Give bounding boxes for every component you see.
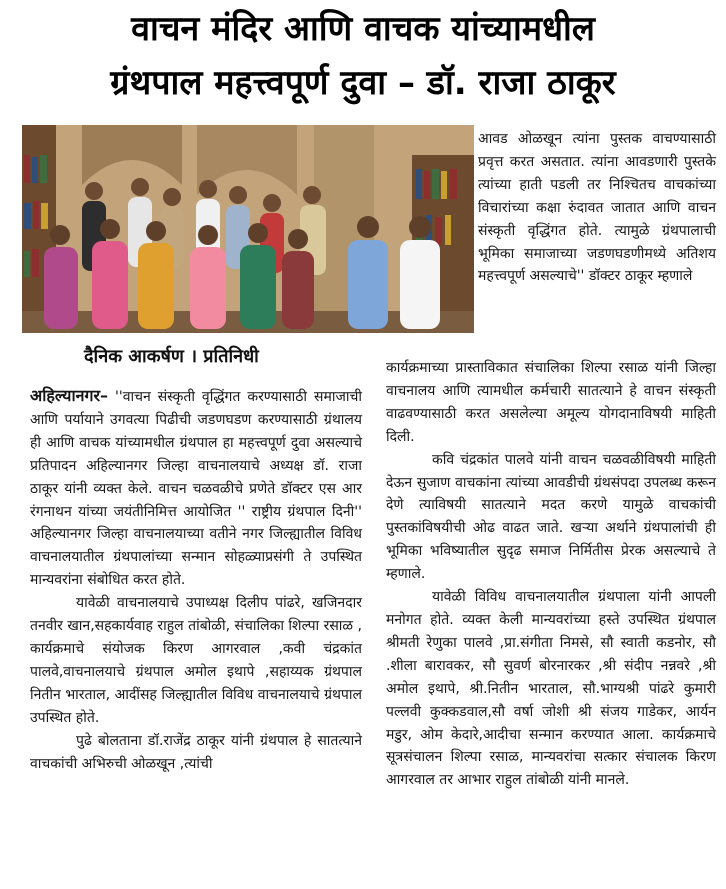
- photo-caption: दैनिक आकर्षण । प्रतिनिधी: [84, 346, 259, 367]
- paragraph: यावेळी वाचनालयाचे उपाध्यक्ष दिलीप पांढरे, खजिनदार तनवीर खान,सहकार्यवाह राहुल तांबोळी, संचालिका शिल्पा रसाळ , कार्यक्रमाचे संयोजक किरण आगरवाल ,कवी चंद्रकांत पालवे,वाचनालयाचे ग्रंथपाल अमोल इथापे ,सहाय्यक ग्रंथपाल नितीन भारताल, आदींसह जिल्ह्यातील विविध वाचनालयाचे ग्रंथपाल उपस्थित होते.: [30, 595, 362, 726]
- headline-line-2: ग्रंथपाल महत्त्वपूर्ण दुवा – डॉ. राजा ठाकूर: [110, 63, 616, 103]
- article-column-left: [30, 385, 362, 775]
- article-column-right-top: [478, 128, 716, 288]
- paragraph-text: ''वाचन संस्कृती वृद्धिंगत करण्यासाठी समाजाची आणि पर्यायाने उगवत्या पिढीची जडणघडण करण्यासाठी ग्रंथालय ही आणि वाचक यांच्यामधील ग्रंथपाल हा महत्त्वपूर्ण दुवा असल्याचे प्रतिपादन अहिल्यानगर जिल्हा वाचनालयाचे अध्यक्ष डॉ. राजा ठाकूर यांनी व्यक्त केले. वाचन चळवळीचे प्रणेते डॉक्टर एस आर रंगनाथन यांच्या जयंतीनिमित्त आयोजित '' राष्ट्रीय ग्रंथपाल दिनी'' अहिल्यानगर जिल्हा वाचनालयाच्या वतीने नगर जिल्ह्यातील विविध वाचनालयातील ग्रंथपालांच्या सन्मान सोहळ्याप्रसंगी ते उपस्थित मान्यवरांना संबोधित करत होते.: [30, 389, 362, 589]
- headline: [8, 2, 718, 110]
- paragraph: कार्यक्रमाच्या प्रास्ताविकात संचालिका शिल्पा रसाळ यांनी जिल्हा वाचनालय आणि त्यामधील कर्मचारी सातत्याने हे वाचन संस्कृती वाढवण्यासाठी करत असलेल्या अमूल्य योगदानाविषयी माहिती दिली.: [386, 360, 716, 445]
- event-photo: [22, 125, 474, 333]
- paragraph: आवड ओळखून त्यांना पुस्तक वाचण्यासाठी प्रवृत्त करत असतात. त्यांना आवडणारी पुस्तके त्यांच्या हाती पडली तर निश्चितच वाचकांच्या विचारांच्या कक्षा रुंदावत जातात आणि वाचन संस्कृती वृद्धिंगत होते. त्यामुळे ग्रंथपालाची भूमिका समाजाच्या जडणघडणीमध्ये अतिशय महत्त्वपूर्ण असल्याचे'' डॉक्टर ठाकूर म्हणाले: [478, 131, 716, 285]
- paragraph: यावेळी विविध वाचनालयातील ग्रंथपाला यांनी आपली मनोगत होते. व्यक्त केली मान्यवरांच्या हस्ते उपस्थित ग्रंथपाल श्रीमती रेणुका पालवे ,प्रा.संगीता निमसे, सौ स्वाती कडनोर, सौ .शीला बारावकर, सौ सुवर्ण बोरनारकर ,श्री संदीप नन्नवरे ,श्री अमोल इथापे, श्री.नितीन भारताल, सौ.भाग्यश्री पांढरे कुमारी पल्लवी कुक्कडवाल,सौ वर्षा जोशी श्री संजय गाडेकर, आर्यन मडुर, ओम केदारे,आदीचा सन्मान करण्यात आला. कार्यक्रमाचे सूत्रसंचालन शिल्पा रसाळ, मान्यवरांचा सत्कार संचालक किरण आगरवाल तर आभार राहुल तांबोळी यांनी मानले.: [386, 589, 716, 789]
- paragraph: पुढे बोलताना डॉ.राजेंद्र ठाकूर यांनी ग्रंथपाल हे सातत्याने वाचकांची अभिरुची ओळखून ,त्यांची: [30, 732, 362, 772]
- article-column-right: [386, 357, 716, 792]
- paragraph: [30, 385, 362, 592]
- dateline: अहिल्यानगर–: [30, 386, 109, 405]
- paragraph: कवि चंद्रकांत पालवे यांनी वाचन चळवळीविषयी माहिती देऊन सुजाण वाचकांना त्यांच्या आवडीची ग्रंथसंपदा उपलब्ध करून देणे त्याविषयी सातत्याने मदत करणे यामुळे वाचकांची पुस्तकांविषयीची ओढ वाढत जाते. खऱ्या अर्थाने ग्रंथपालांची ही भूमिका भविष्यातील सुदृढ समाज निर्मितीस प्रेरक असल्याचे ते म्हणाले.: [386, 451, 716, 583]
- headline-line-1: वाचन मंदिर आणि वाचक यांच्यामधील: [131, 9, 595, 49]
